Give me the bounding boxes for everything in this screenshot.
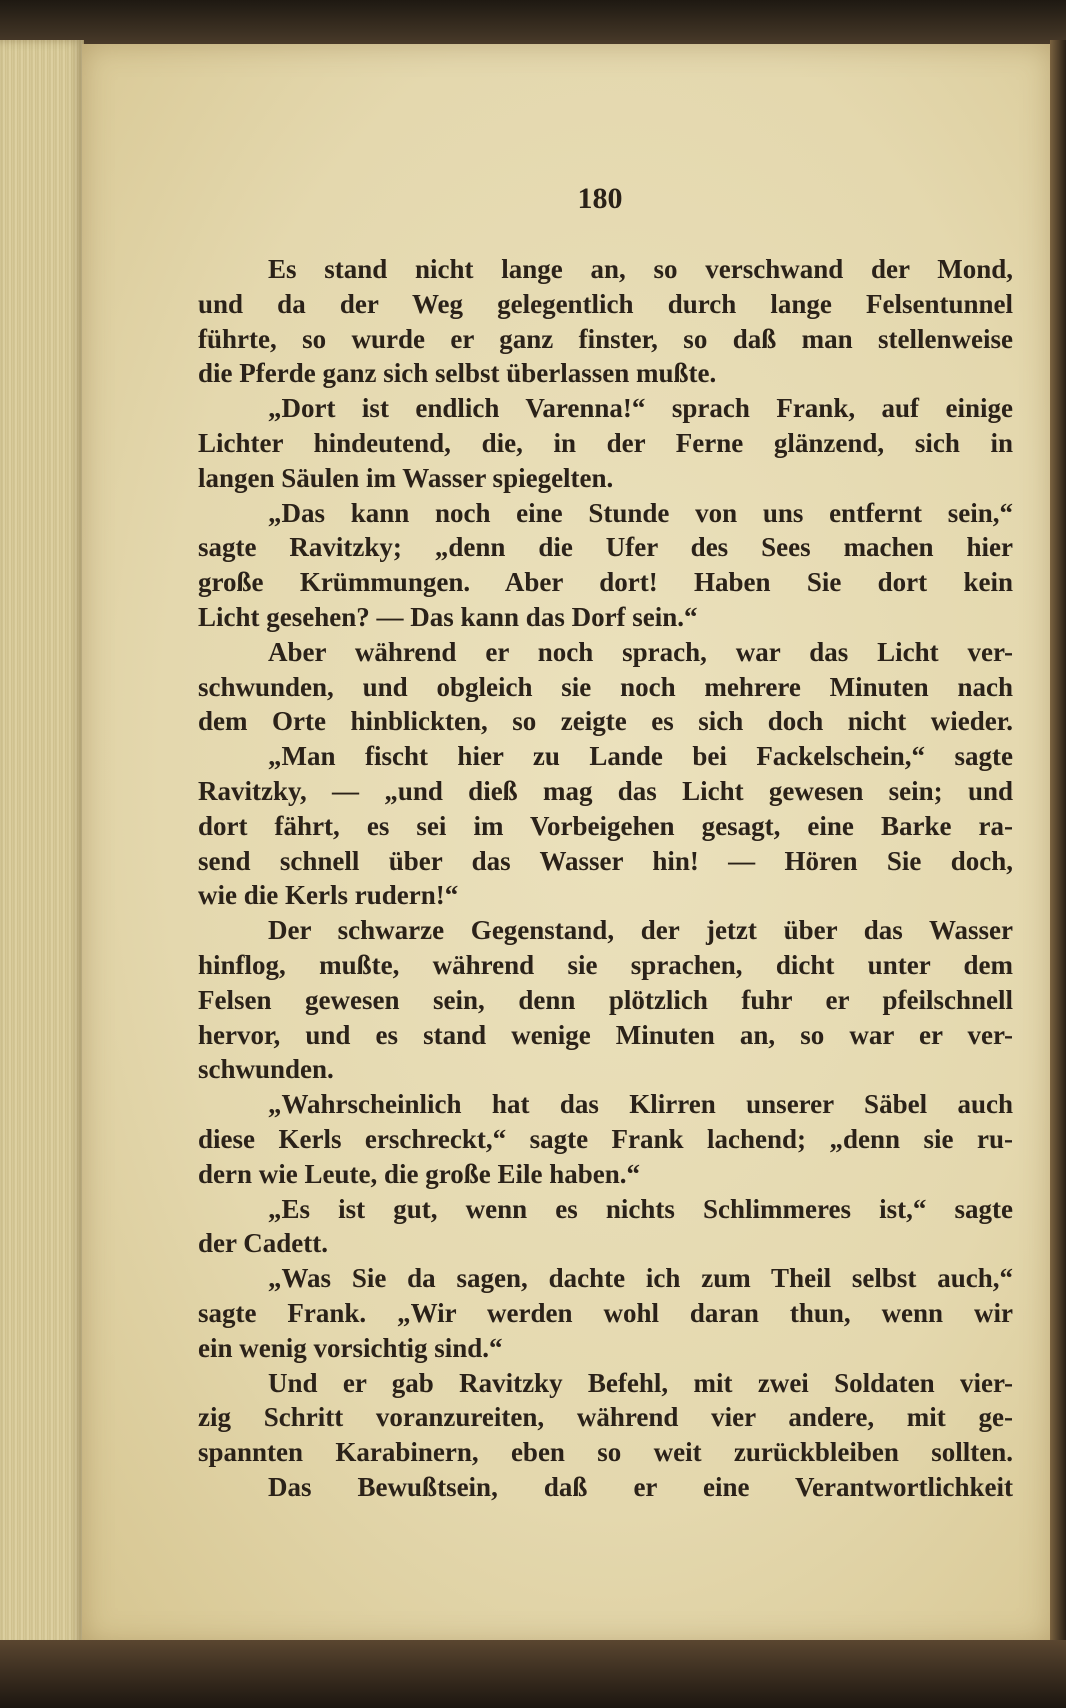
text-line: zig Schritt voranzureiten, während vier andere, mit ge- — [198, 1402, 1013, 1433]
text-line: ein wenig vorsichtig sind.“ — [198, 1332, 503, 1363]
text-line: dem Orte hinblickten, so zeigte es sich doch nicht wieder. — [198, 706, 1013, 737]
text-line: „Es ist gut, wenn es nichts Schlimmeres ist,“ sagte — [268, 1193, 1013, 1224]
text-line: send schnell über das Wasser hin! — Hören Sie doch, — [198, 845, 1013, 876]
text-line: hervor, und es stand wenige Minuten an, so war er ver- — [198, 1019, 1013, 1050]
text-line: Lichter hindeutend, die, in der Ferne glänzend, sich in — [198, 427, 1013, 458]
text-line: die Pferde ganz sich selbst überlassen mußte. — [198, 358, 717, 389]
page-number: 180 — [577, 182, 623, 215]
text-line: sagte Ravitzky; „denn die Ufer des Sees machen hier — [198, 532, 1013, 563]
book-cover-bottom-edge — [0, 1640, 1066, 1708]
text-line: große Krümmungen. Aber dort! Haben Sie dort kein — [198, 567, 1013, 598]
text-line: dort fährt, es sei im Vorbeigehen gesagt, eine Barke ra- — [198, 810, 1013, 841]
text-line: diese Kerls erschreckt,“ sagte Frank lachend; „denn sie ru- — [198, 1123, 1013, 1154]
text-line: langen Säulen im Wasser spiegelten. — [198, 462, 614, 493]
text-line: Licht gesehen? — Das kann das Dorf sein.“ — [198, 601, 698, 632]
text-line: Ravitzky, — „und dieß mag das Licht gewesen sein; und — [198, 775, 1013, 806]
book-cover-top-edge — [0, 0, 1066, 46]
page-stack-edge — [0, 40, 84, 1650]
text-line: Aber während er noch sprach, war das Licht ver- — [268, 636, 1013, 667]
text-line: „Das kann noch eine Stunde von uns entfernt sein,“ — [268, 497, 1013, 528]
text-line: Das Bewußtsein, daß er eine Verantwortlichkeit — [268, 1471, 1013, 1502]
text-line: der Cadett. — [198, 1228, 328, 1259]
text-line: schwunden. — [198, 1054, 334, 1085]
text-line: „Wahrscheinlich hat das Klirren unserer Säbel auch — [268, 1089, 1013, 1120]
text-line: schwunden, und obgleich sie noch mehrere Minuten nach — [198, 671, 1013, 702]
text-line: Der schwarze Gegenstand, der jetzt über das Wasser — [268, 915, 1013, 946]
text-line: sagte Frank. „Wir werden wohl daran thun, wenn wir — [198, 1297, 1013, 1328]
text-line: spannten Karabinern, eben so weit zurückbleiben sollten. — [198, 1437, 1013, 1468]
text-line: wie die Kerls rudern!“ — [198, 880, 459, 911]
text-line: „Dort ist endlich Varenna!“ sprach Frank, auf einige — [268, 393, 1013, 424]
text-line: hinflog, mußte, während sie sprachen, dicht unter dem — [198, 949, 1013, 980]
text-line: dern wie Leute, die große Eile haben.“ — [198, 1158, 640, 1189]
book-cover-right-edge — [1050, 40, 1066, 1650]
text-line: Es stand nicht lange an, so verschwand der Mond, — [268, 254, 1013, 284]
text-line: „Was Sie da sagen, dachte ich zum Theil selbst auch,“ — [268, 1263, 1013, 1294]
text-line: „Man fischt hier zu Lande bei Fackelschein,“ sagte — [268, 741, 1013, 772]
text-line: führte, so wurde er ganz finster, so daß man stellenweise — [198, 323, 1013, 354]
body-text — [198, 252, 1013, 1505]
text-line: Felsen gewesen sein, denn plötzlich fuhr er pfeilschnell — [198, 984, 1013, 1015]
text-line: und da der Weg gelegentlich durch lange Felsentunnel — [198, 288, 1013, 319]
text-line: Und er gab Ravitzky Befehl, mit zwei Soldaten vier- — [268, 1367, 1013, 1398]
